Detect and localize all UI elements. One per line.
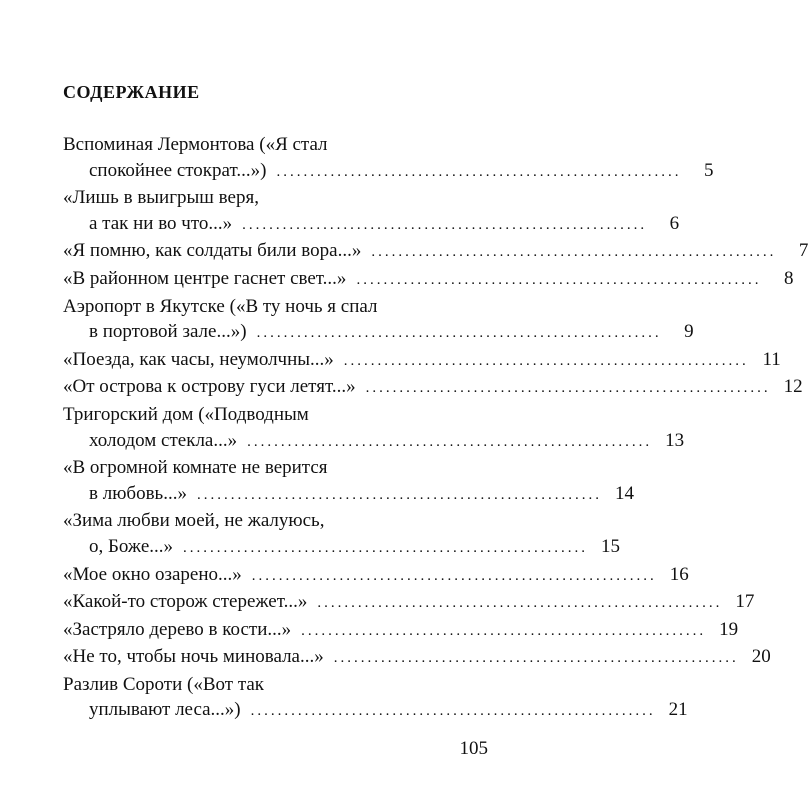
toc-entry-page-number: 14 (614, 482, 634, 504)
toc-entry-title-line (63, 132, 489, 158)
toc-entry-title: «Мое окно озарено...» (63, 563, 242, 585)
toc-entry-page-number: 9 (684, 321, 694, 343)
toc-entry-title: «Застряло дерево в кости...» (63, 618, 292, 640)
dot-leader: ............................................................ (333, 650, 739, 667)
dot-leader: ............................................................ (356, 271, 762, 288)
toc-entry (63, 589, 755, 617)
toc-entry-title: а так ни во что...» (89, 212, 233, 234)
toc-entry-page-number: 8 (783, 267, 794, 289)
dot-leader: ............................................................ (343, 352, 749, 369)
toc-entry-continuation-line (63, 211, 680, 239)
toc-entry-page-number: 16 (669, 563, 689, 585)
toc-entry-title: Разлив Сороти («Вот так (63, 673, 265, 695)
toc-entry-continuation-line (63, 534, 620, 562)
toc-entry (63, 238, 808, 266)
toc-entry-page-number: 15 (601, 535, 620, 557)
toc-entry (63, 132, 714, 185)
toc-entry-title: «Поезда, как часы, неумолчны...» (63, 348, 334, 370)
toc-entry-title: Вспоминая Лермонтова («Я стал (63, 134, 328, 155)
toc-entry-title: холодом стекла...» (89, 429, 238, 451)
toc-entry-title: уплывают леса...») (89, 699, 241, 721)
toc-entry-title-line (63, 644, 771, 672)
toc-entry (63, 644, 771, 672)
toc-entry-title: в портовой зале...») (89, 321, 247, 343)
toc-entry-title-line (63, 374, 803, 402)
toc-entry (63, 294, 694, 347)
dot-leader: ............................................................ (256, 325, 662, 342)
toc-entry-page-number: 17 (735, 591, 755, 613)
toc-entry-title-line (63, 562, 689, 590)
table-of-contents (63, 132, 808, 725)
toc-entry-continuation-line (63, 158, 714, 186)
page-number: 105 (459, 738, 488, 759)
dot-leader: ............................................................ (317, 595, 723, 612)
toc-entry (63, 508, 620, 561)
toc-entry-title: «В районном центре гаснет свет...» (63, 267, 347, 289)
toc-entry-title-line (63, 589, 755, 617)
toc-entry (63, 185, 680, 238)
toc-entry (63, 562, 689, 590)
toc-entry-title-line (63, 347, 781, 375)
toc-entry-page-number: 12 (783, 376, 803, 398)
toc-entry-continuation-line (63, 319, 694, 347)
dot-leader: ............................................................ (365, 380, 771, 397)
toc-entry-title: в любовь...» (89, 482, 187, 504)
dot-leader: ............................................................ (251, 567, 657, 584)
toc-entry-title-line (63, 266, 794, 294)
toc-entry-title: «Не то, чтобы ночь миновала...» (63, 646, 324, 668)
toc-entry-title-line (63, 402, 489, 428)
toc-entry-title: «Лишь в выигрыш веря, (63, 187, 259, 209)
dot-leader: ............................................................ (371, 244, 777, 261)
toc-entry-continuation-line (63, 428, 685, 456)
dot-leader: ............................................................ (242, 216, 648, 233)
toc-entry-title-line (63, 672, 489, 698)
toc-entry-title: «От острова к острову гуси летят...» (63, 376, 356, 398)
toc-entry-page-number: 6 (669, 212, 680, 234)
dot-leader: ............................................................ (183, 539, 588, 556)
toc-entry-title: «Какой-то сторож стережет...» (63, 591, 308, 613)
toc-entry (63, 617, 739, 645)
toc-entry (63, 347, 781, 375)
toc-entry-title-line (63, 508, 489, 534)
toc-entry (63, 266, 794, 294)
toc-entry-continuation-line (63, 697, 688, 725)
toc-entry-title: «Я помню, как солдаты били вора...» (63, 240, 362, 262)
toc-entry-page-number: 13 (665, 429, 685, 451)
toc-entry-title-line (63, 238, 808, 266)
toc-entry-page-number: 5 (703, 159, 714, 181)
toc-entry-page-number: 11 (762, 348, 781, 370)
toc-entry-title-line (63, 455, 489, 481)
toc-entry (63, 402, 685, 455)
toc-entry-title: «В огромной комнате не верится (63, 457, 328, 479)
toc-entry-title-line (63, 294, 489, 320)
toc-entry-page-number: 19 (719, 618, 739, 640)
toc-entry-page-number: 20 (751, 646, 771, 668)
toc-entry-title: Аэропорт в Якутске («В ту ночь я спал (63, 295, 378, 317)
toc-entry-title: спокойнее стократ...») (89, 159, 267, 181)
toc-entry (63, 374, 803, 402)
toc-entry-page-number: 21 (668, 699, 688, 721)
toc-entry-title-line (63, 617, 739, 645)
dot-leader: ............................................................ (301, 622, 707, 639)
toc-entry-page-number: 7 (798, 240, 808, 262)
dot-leader: ............................................................ (250, 703, 656, 720)
toc-entry-title-line (63, 185, 489, 211)
dot-leader: ............................................................ (247, 433, 653, 450)
dot-leader: ............................................................ (276, 163, 682, 180)
contents-heading: СОДЕРЖАНИЕ (63, 82, 200, 102)
toc-entry-continuation-line (63, 481, 634, 509)
toc-entry (63, 672, 688, 725)
toc-entry-title: о, Боже...» (89, 535, 173, 557)
toc-entry-title: «Зима любви моей, не жалуюсь, (63, 510, 325, 532)
toc-entry-title: Тригорский дом («Подводным (63, 403, 309, 425)
toc-entry (63, 455, 634, 508)
dot-leader: ............................................................ (196, 486, 602, 503)
